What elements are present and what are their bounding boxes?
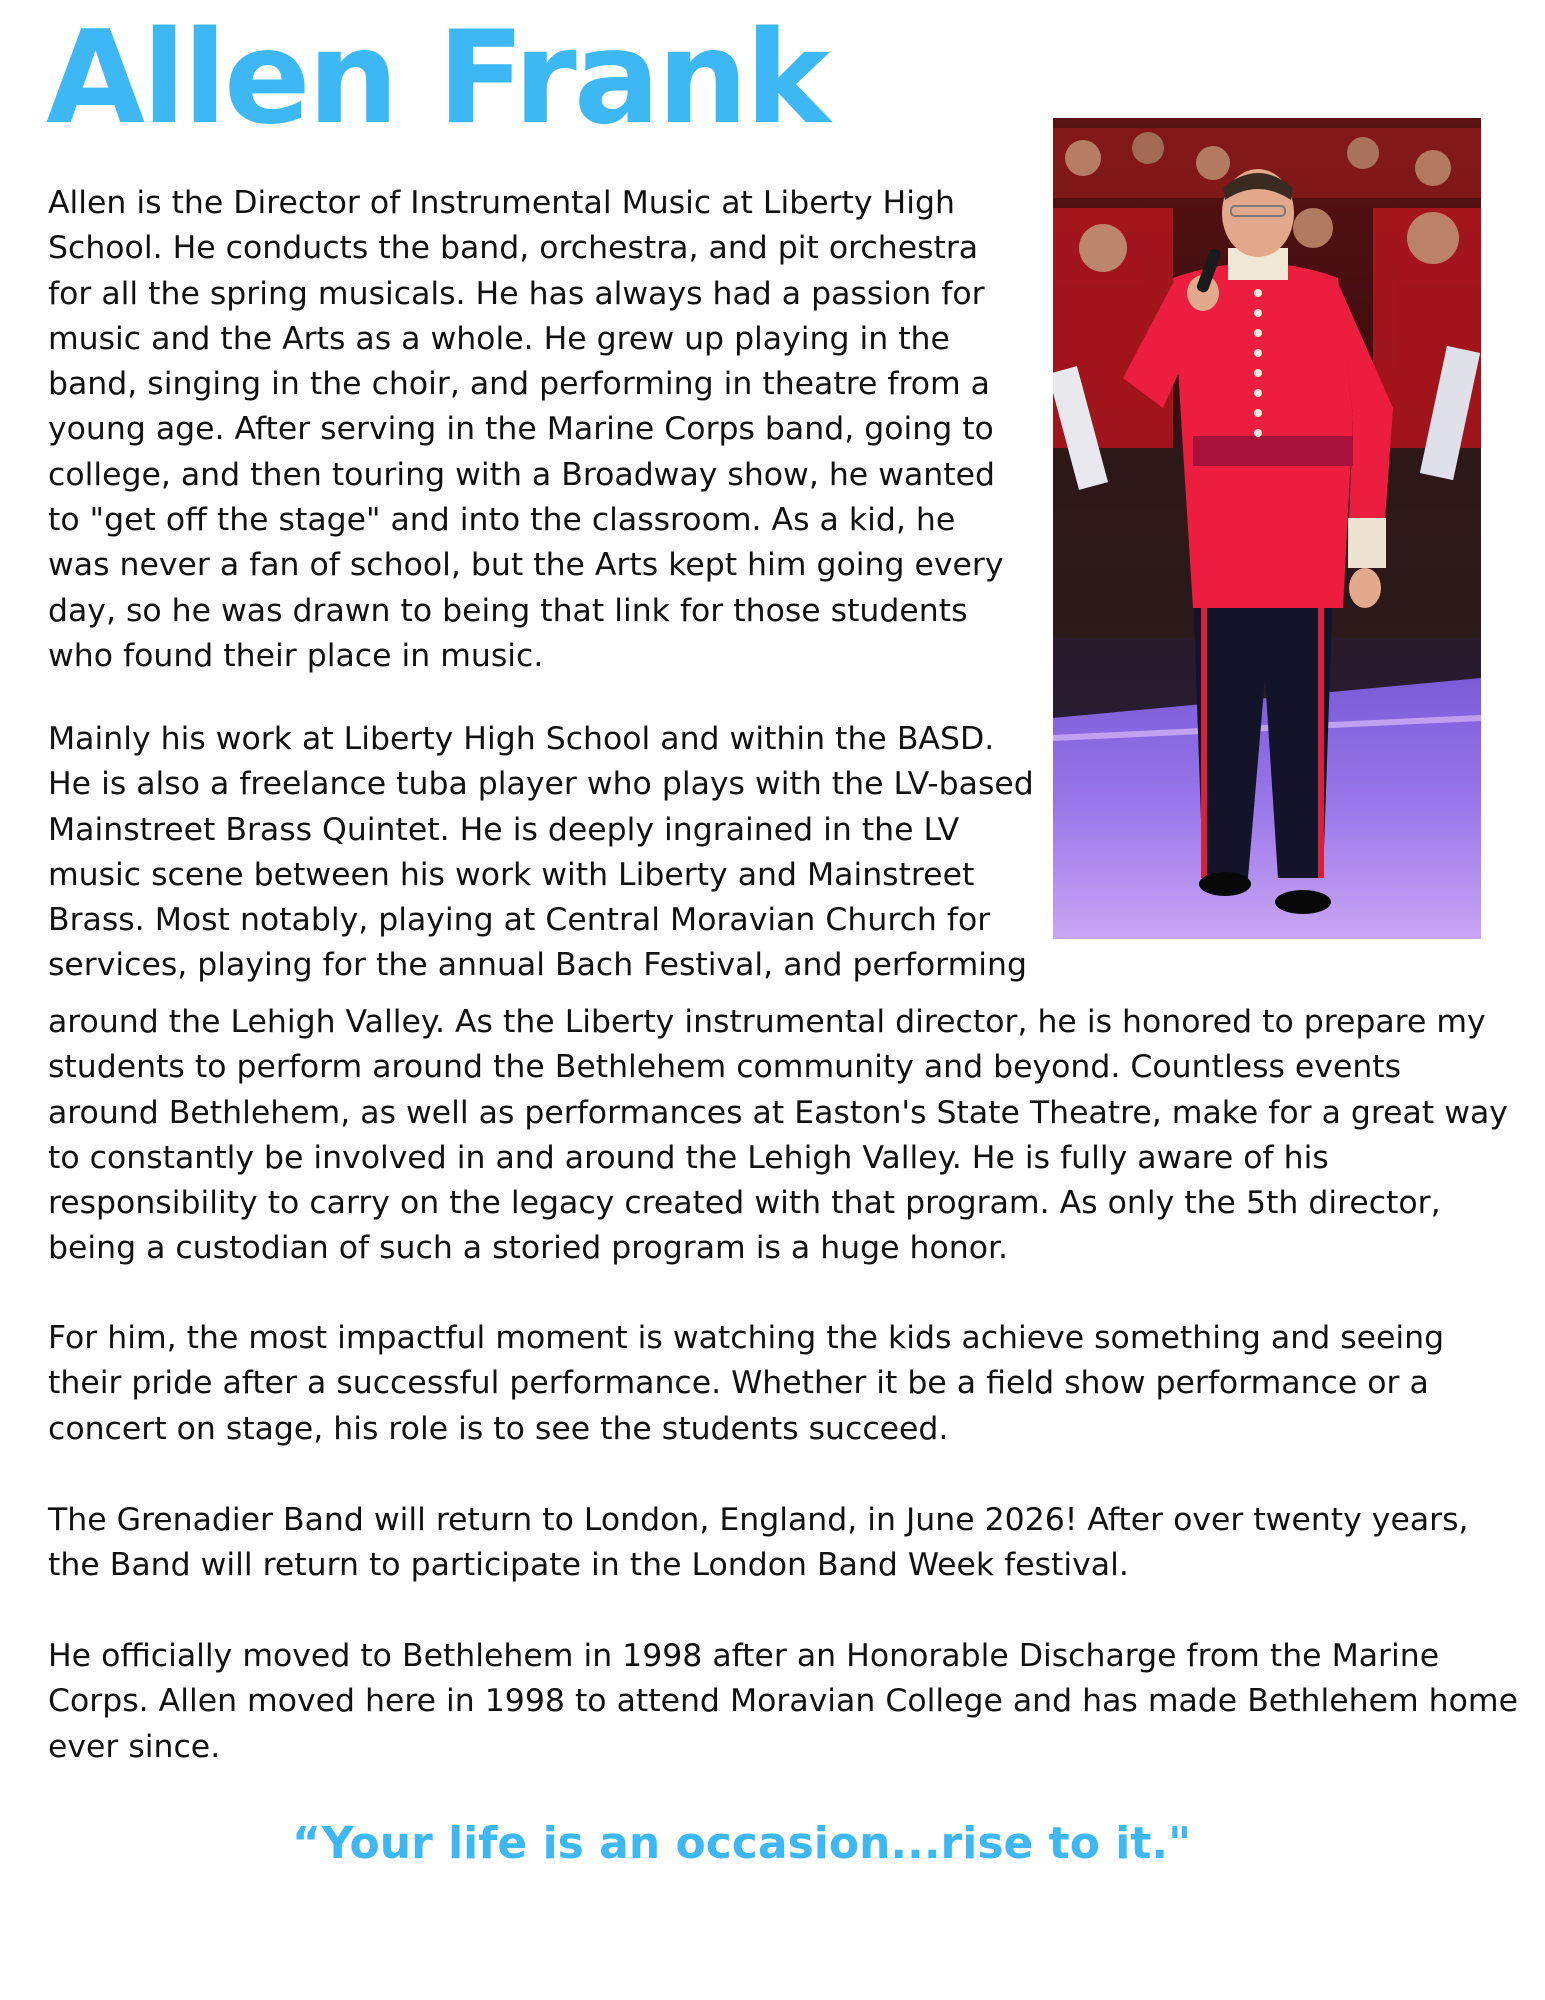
bio-line: was never a fan of school, but the Arts kept him going every (48, 547, 1004, 584)
bio-paragraph-4 (48, 1316, 1528, 1452)
portrait-photo (1053, 118, 1481, 939)
bio-line: their pride after a successful performance. Whether it be a field show performance or a (48, 1365, 1429, 1402)
bio-line: to constantly be involved in and around the Lehigh Valley. He is fully aware of his (48, 1139, 1329, 1176)
bio-line: to "get off the stage" and into the classroom. As a kid, he (48, 502, 956, 539)
bio-paragraph-2 (48, 717, 1038, 989)
bio-line: He officially moved to Bethlehem in 1998 after an Honorable Discharge from the Marine (48, 1638, 1440, 1674)
bio-line: ever since. (48, 1728, 221, 1765)
bio-line: who found their place in music. (48, 637, 544, 674)
bio-line: Allen is the Director of Instrumental Music at Liberty High (48, 185, 955, 221)
bio-paragraph-1 (48, 181, 1004, 679)
bio-line: For him, the most impactful moment is watching the kids achieve something and seeing (48, 1320, 1445, 1356)
bio-line: students to perform around the Bethlehem community and beyond. Countless events (48, 1049, 1402, 1086)
bio-line: for all the spring musicals. He has always had a passion for (48, 275, 985, 312)
bio-line: band, singing in the choir, and performing in theatre from a (48, 366, 990, 403)
bio-line: Mainly his work at Liberty High School and within the BASD. (48, 721, 995, 757)
bio-line: He is also a freelance tuba player who plays with the LV-based (48, 766, 1034, 803)
page-title: Allen Frank (46, 4, 828, 153)
bio-line: college, and then touring with a Broadway show, he wanted (48, 456, 995, 493)
bio-line: services, playing for the annual Bach Festival, and performing (48, 947, 1027, 984)
bio-line: around the Lehigh Valley. As the Liberty instrumental director, he is honored to prepare my (48, 1004, 1486, 1040)
bio-line: The Grenadier Band will return to London, England, in June 2026! After over twenty years, (48, 1502, 1469, 1538)
bio-line: young age. After serving in the Marine Corps band, going to (48, 411, 994, 448)
bio-line: around Bethlehem, as well as performances at Easton's State Theatre, make for a great way (48, 1094, 1508, 1131)
bio-line: Brass. Most notably, playing at Central Moravian Church for (48, 902, 991, 939)
bio-line: Mainstreet Brass Quintet. He is deeply ingrained in the LV (48, 811, 960, 848)
bio-line: the Band will return to participate in the London Band Week festival. (48, 1547, 1129, 1584)
bio-line: responsibility to carry on the legacy created with that program. As only the 5th director, (48, 1185, 1441, 1222)
closing-quote: “Your life is an occasion...rise to it." (291, 1818, 1192, 1869)
bio-line: Corps. Allen moved here in 1998 to attend Moravian College and has made Bethlehem home (48, 1683, 1518, 1720)
bio-paragraph-5 (48, 1498, 1528, 1589)
bio-line: music and the Arts as a whole. He grew up playing in the (48, 320, 950, 357)
bio-line: being a custodian of such a storied program is a huge honor. (48, 1230, 1009, 1267)
bio-line: concert on stage, his role is to see the students succeed. (48, 1410, 949, 1447)
bio-line: music scene between his work with Liberty and Mainstreet (48, 856, 975, 893)
bio-paragraph-6 (48, 1634, 1528, 1770)
bio-paragraph-3 (48, 1000, 1528, 1272)
bio-line: School. He conducts the band, orchestra, and pit orchestra (48, 230, 979, 267)
bio-line: day, so he was drawn to being that link for those students (48, 592, 968, 629)
